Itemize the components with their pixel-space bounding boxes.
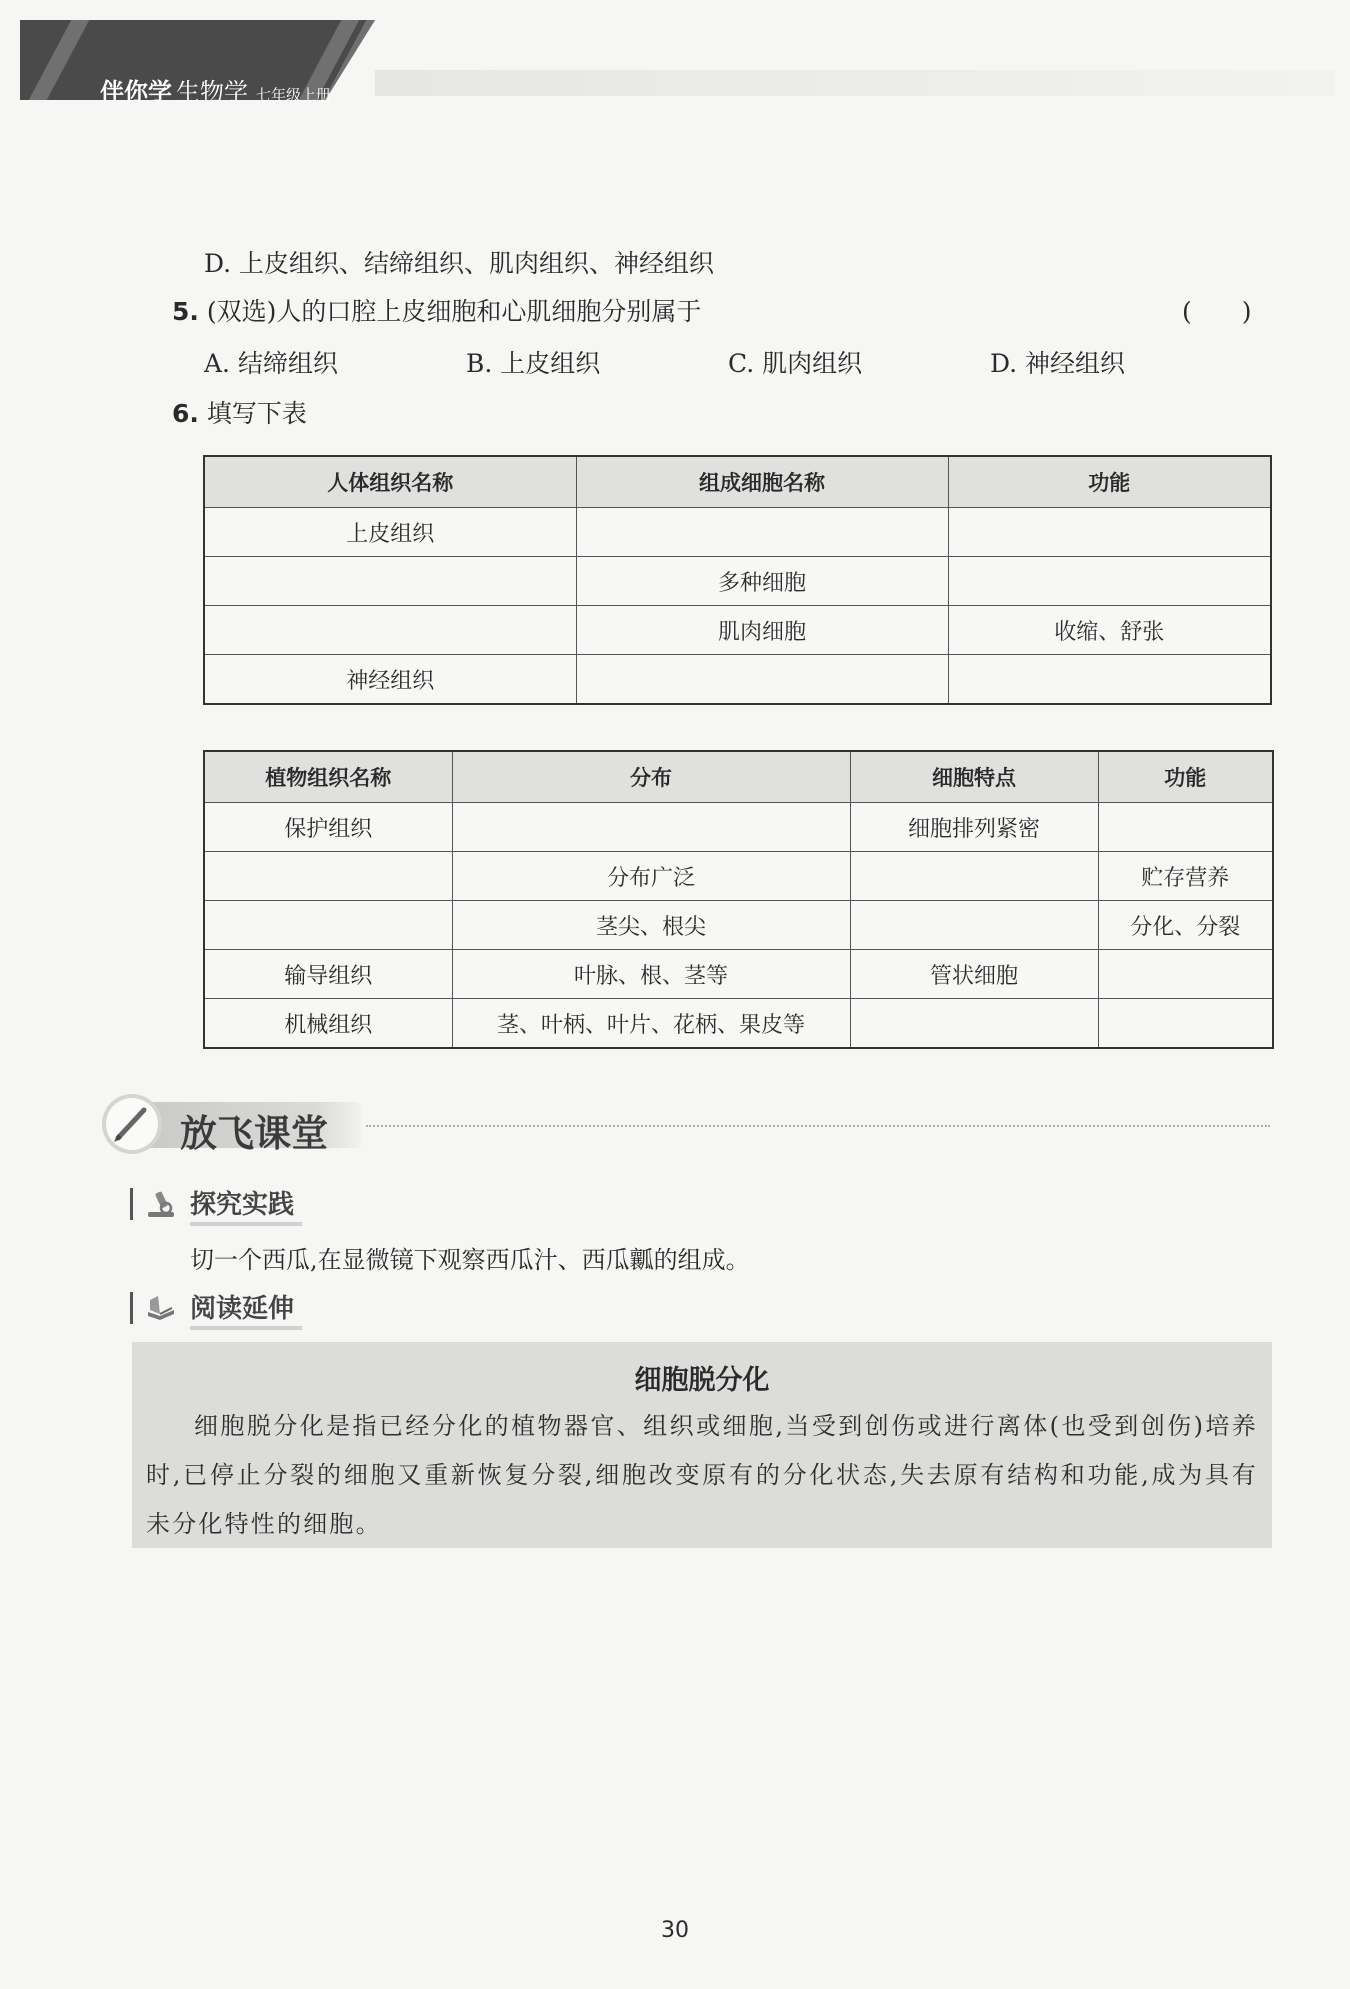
table-cell: 贮存营养 xyxy=(1098,852,1273,901)
table-cell: 肌肉细胞 xyxy=(576,606,948,655)
answer-cell[interactable] xyxy=(204,901,452,950)
table-cell: 分布广泛 xyxy=(452,852,850,901)
answer-cell[interactable] xyxy=(948,557,1271,606)
header-brand: 伴你学 xyxy=(100,78,172,106)
header-rule xyxy=(375,70,1335,96)
reading-heading-text: 阅读延伸 xyxy=(190,1294,295,1324)
page-number: 30 xyxy=(661,1918,689,1943)
q5-stem: (双选)人的口腔上皮细胞和心肌细胞分别属于 xyxy=(206,297,702,326)
answer-cell[interactable] xyxy=(204,557,576,606)
table-cell: 神经组织 xyxy=(204,655,576,705)
answer-cell[interactable] xyxy=(1098,999,1273,1049)
q6-number: 6. xyxy=(172,399,199,428)
answer-cell[interactable] xyxy=(204,606,576,655)
table-cell: 细胞排列紧密 xyxy=(850,803,1098,852)
table-row xyxy=(204,655,1271,705)
q5-number: 5. xyxy=(172,297,199,326)
q4-option-d: D. 上皮组织、结缔组织、肌肉组织、神经组织 xyxy=(204,249,715,278)
table-header: 组成细胞名称 xyxy=(576,456,948,508)
q5-option-a: A. 结缔组织 xyxy=(204,349,338,378)
answer-cell[interactable] xyxy=(850,901,1098,950)
table-row xyxy=(204,950,1273,999)
answer-cell[interactable] xyxy=(576,655,948,705)
table-cell: 茎、叶柄、叶片、花柄、果皮等 xyxy=(452,999,850,1049)
answer-cell[interactable] xyxy=(452,803,850,852)
q5-answer-bracket: ( ) xyxy=(1182,297,1252,326)
answer-cell[interactable] xyxy=(850,999,1098,1049)
table-cell: 管状细胞 xyxy=(850,950,1098,999)
explore-text: 切一个西瓜,在显微镜下观察西瓜汁、西瓜瓤的组成。 xyxy=(190,1246,750,1274)
answer-cell[interactable] xyxy=(576,508,948,557)
header-title xyxy=(100,72,331,107)
reading-heading xyxy=(130,1288,430,1328)
answer-cell[interactable] xyxy=(948,655,1271,705)
table-row xyxy=(204,999,1273,1049)
human-tissue-table xyxy=(203,455,1272,705)
header-grade: 七年级上册 xyxy=(256,86,332,104)
answer-cell[interactable] xyxy=(1098,803,1273,852)
q5-option-b: B. 上皮组织 xyxy=(466,349,601,378)
table-cell: 茎尖、根尖 xyxy=(452,901,850,950)
table-header-row xyxy=(204,751,1273,803)
table-cell: 输导组织 xyxy=(204,950,452,999)
table-row xyxy=(204,508,1271,557)
table-header: 人体组织名称 xyxy=(204,456,576,508)
table-header: 植物组织名称 xyxy=(204,751,452,803)
section-title: 放飞课堂 xyxy=(180,1112,328,1155)
q6-line xyxy=(172,394,307,430)
answer-cell[interactable] xyxy=(204,852,452,901)
reading-box-text: 细胞脱分化是指已经分化的植物器官、组织或细胞,当受到创伤或进行离体(也受到创伤)培养时,已停止分裂的细胞又重新恢复分裂,细胞改变原有的分化状态,失去原有结构和功能,成为具有未分化特性的细胞。 xyxy=(146,1412,1258,1538)
microscope-icon xyxy=(144,1188,180,1220)
table-cell: 收缩、舒张 xyxy=(948,606,1271,655)
q5-option-c: C. 肌肉组织 xyxy=(728,349,863,378)
table-cell: 机械组织 xyxy=(204,999,452,1049)
explore-heading-text: 探究实践 xyxy=(190,1190,295,1220)
q6-stem: 填写下表 xyxy=(206,399,307,428)
book-icon xyxy=(144,1292,180,1324)
table-row xyxy=(204,803,1273,852)
answer-cell[interactable] xyxy=(1098,950,1273,999)
q5-line xyxy=(172,292,701,328)
plant-tissue-table xyxy=(203,750,1274,1049)
table-header-row xyxy=(204,456,1271,508)
table-row xyxy=(204,852,1273,901)
table-row xyxy=(204,606,1271,655)
answer-cell[interactable] xyxy=(850,852,1098,901)
header-subject: 生物学 xyxy=(176,78,248,106)
explore-heading xyxy=(130,1184,430,1224)
table-header: 功能 xyxy=(1098,751,1273,803)
table-cell: 多种细胞 xyxy=(576,557,948,606)
table-cell: 保护组织 xyxy=(204,803,452,852)
table-row xyxy=(204,557,1271,606)
table-header: 分布 xyxy=(452,751,850,803)
table-cell: 叶脉、根、茎等 xyxy=(452,950,850,999)
reading-box-title: 细胞脱分化 xyxy=(634,1365,770,1396)
table-row xyxy=(204,901,1273,950)
reading-box xyxy=(132,1342,1272,1548)
q5-option-d: D. 神经组织 xyxy=(990,349,1126,378)
section-divider xyxy=(366,1125,1270,1127)
table-header: 细胞特点 xyxy=(850,751,1098,803)
table-header: 功能 xyxy=(948,456,1271,508)
answer-cell[interactable] xyxy=(948,508,1271,557)
table-cell: 分化、分裂 xyxy=(1098,901,1273,950)
table-cell: 上皮组织 xyxy=(204,508,576,557)
